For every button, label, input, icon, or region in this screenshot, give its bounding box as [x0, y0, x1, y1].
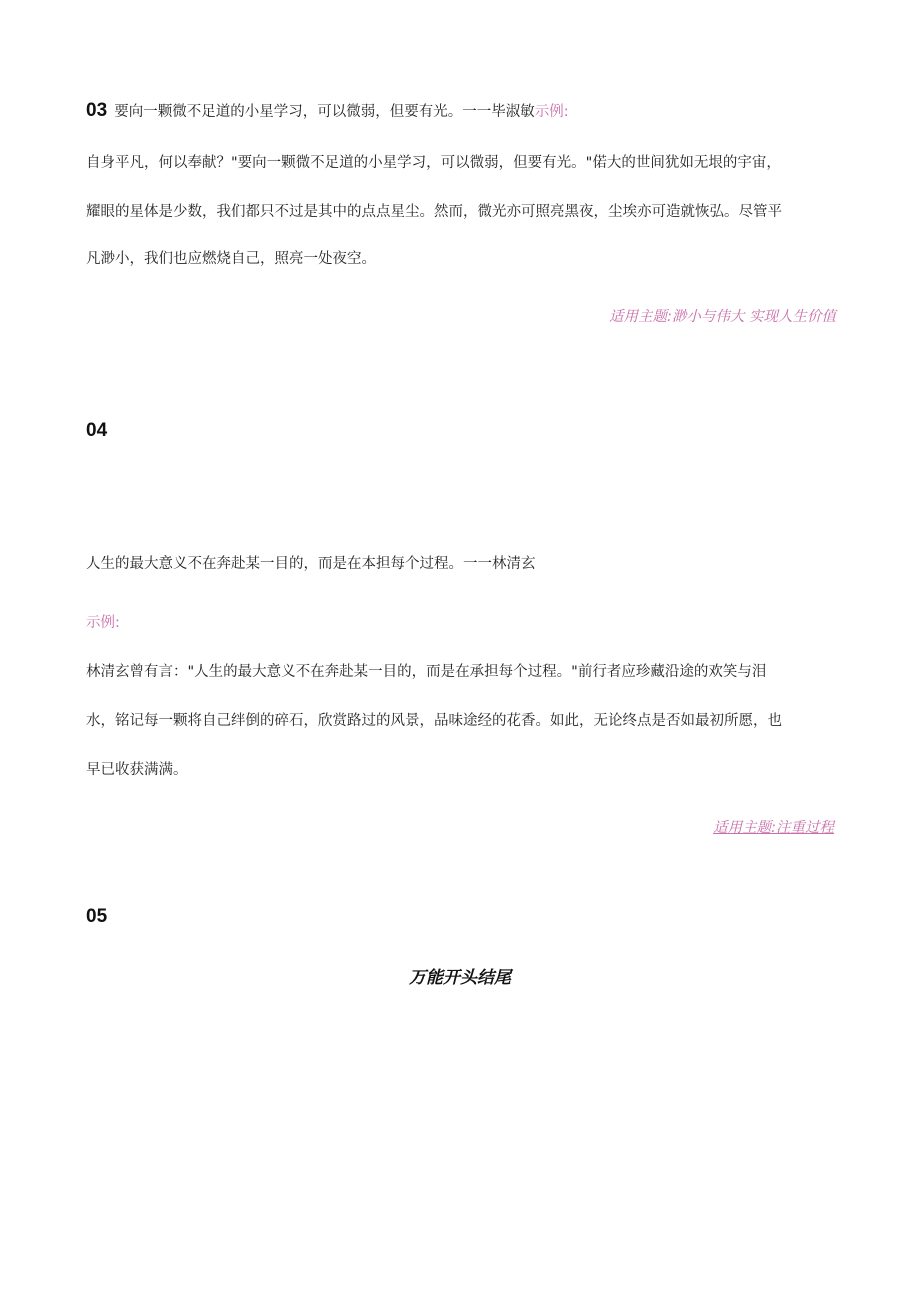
section-04	[0, 400, 920, 850]
section-03	[0, 0, 920, 340]
paragraph-line: 水，铭记每一颗将自己绊倒的碎石，欣赏路过的风景，品味途经的花香。如此，无论终点是否如最初所愿，也	[86, 713, 782, 729]
section-number: 04	[86, 420, 108, 441]
example-label: 示例:	[86, 615, 120, 631]
paragraph-line: 耀眼的星体是少数，我们都只不过是其中的点点星尘。然而，微光亦可照亮黑夜，尘埃亦可造就恢弘。尽管平	[86, 204, 782, 220]
paragraph-line: 早已收获满满。	[86, 762, 188, 778]
example-label: 示例:	[534, 104, 569, 120]
section-number: 03	[86, 100, 108, 121]
quote-text: 人生的最大意义不在奔赴某一目的，而是在本担每个过程。一一林清玄	[86, 556, 536, 572]
section-number: 05	[86, 906, 108, 927]
section-title: 万能开头结尾	[409, 968, 511, 988]
theme-label[interactable]: 适用主题:注重过程	[713, 820, 834, 836]
paragraph-line: 自身平凡，何以奉献？"要向一颗微不足道的小星学习，可以微弱，但要有光。"偌大的世间犹如无垠的宇宙，	[86, 155, 781, 171]
paragraph-line: 凡渺小，我们也应燃烧自己，照亮一处夜空。	[86, 251, 376, 267]
quote-text: 要向一颗微不足道的小星学习，可以微弱，但要有光。一一毕淑敏	[114, 104, 535, 120]
section-05	[0, 900, 920, 1020]
theme-label: 适用主题:渺小与伟大 实现人生价值	[609, 309, 836, 325]
section-03-header	[86, 100, 569, 122]
paragraph-line: 林清玄曾有言："人生的最大意义不在奔赴某一目的，而是在承担每个过程。"前行者应珍藏沿途的欢笑与泪	[86, 664, 767, 680]
